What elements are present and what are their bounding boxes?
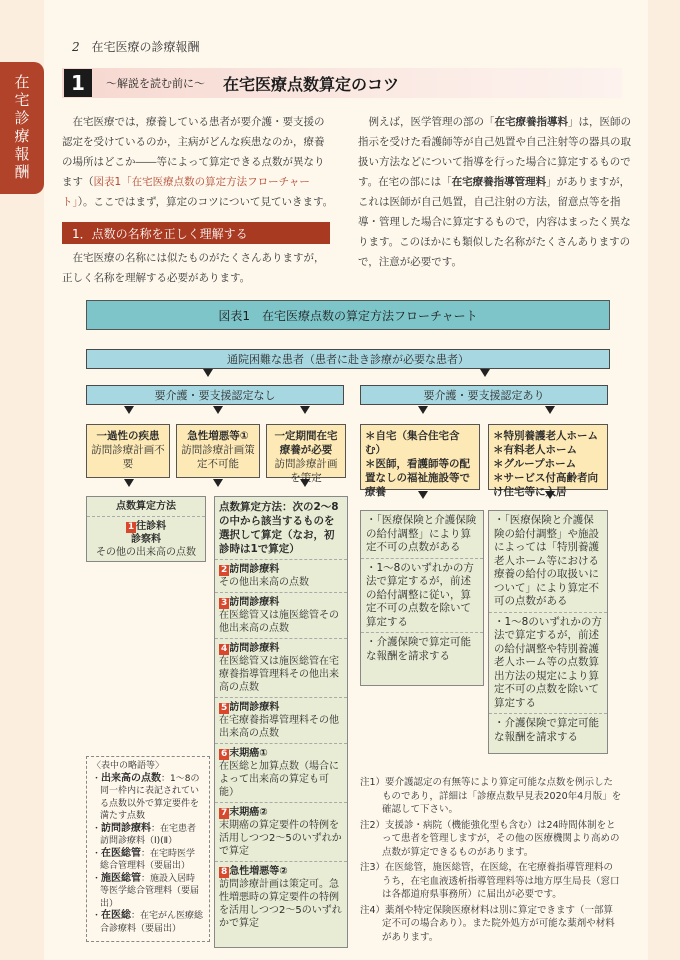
section-title: 在宅医療点数算定のコツ: [223, 74, 400, 94]
name-paragraph: 在宅医療の名称には似たものがたくさんありますが，正しく名称を理解する必要があります。: [62, 252, 325, 284]
legend-item: ・出来高の点数：1〜8の同一枠内に表記されている点数以外で算定要件を満たす点数: [92, 772, 200, 821]
branch-no-care: 要介護・要支援認定なし: [86, 385, 344, 405]
section-number: 1: [64, 69, 92, 97]
arrow-down-icon: [203, 369, 213, 377]
branch-care: 要介護・要支援認定あり: [360, 385, 608, 405]
calc-method-item: 8 急性増悪等② 訪問診療計画は策定可。急性増悪時の算定要件の特例を活用しつつ2〜5のいずれかで算定: [215, 861, 347, 933]
right-margin-stripe: [648, 0, 680, 960]
arrow-down-icon: [124, 406, 134, 414]
page-number: 2: [72, 40, 80, 54]
arrow-down-icon: [300, 479, 310, 487]
figure-notes: 注1）要介護認定の有無等により算定可能な点数を例示したものであり，詳細は「診療点数早見表2020年4月版」を確認して下さい。 注2）支援診・病院（機能強化型も含む）は24時間体制をとって患者を管理しますが，その他の医療機関より高めの点数が算定できるものがあります。 注3）在医総管，施医総管，在医総，在宅療養指導管理料のうち，在宅血液透析指導管理料等は地方厚生局長（窓口は各都道府県事務所）に届出が必要です。 注4）薬剤や特定保険医療材料は別に算定できます（一部算定不可の場合あり）。また院外処方が可能な薬剤や材料があります。: [360, 777, 622, 943]
legend-item: ・在医総管：在宅時医学総合管理料（要届出）: [92, 847, 196, 871]
arrow-down-icon: [545, 491, 555, 499]
calc-method-item: 2 訪問診療料 その他出来高の点数: [215, 559, 347, 592]
arrow-down-icon: [480, 369, 490, 377]
calc-method-item: 7 末期癌② 末期癌の算定要件の特例を活用しつつ2〜5のいずれかで算定: [215, 802, 347, 861]
chapter-tab[interactable]: 在宅診療報酬: [0, 62, 44, 194]
section-title-bar: [62, 68, 622, 98]
arrow-down-icon: [124, 479, 134, 487]
figure-title: 図表1 在宅医療点数の算定方法フローチャート: [86, 300, 610, 330]
arrow-down-icon: [418, 406, 428, 414]
calc-box-plan: 点数算定方法：次の2〜8の中から該当するものを選択して算定（なお，初診時は1で算定） 2 訪問診療料 その他出来高の点数 3 訪問診療料 在医総管又は施医総管その他出来高の点数 4 訪問診療料 在医総管又は施医総管在宅療養指導管理料その他出来高の点数 5 訪問診療料 在宅療養指導管理料その他出来高の点数 6 末期癌① 在医総と加算点数（場合によって出来高の算定も可能） 7 末期癌② 末期癌の算定要件の特例を活用しつつ2〜5のいずれかで算定 8 急性増悪等② 訪問診療計画は策定可。急性増悪時の算定要件の特例を活用しつつ2〜5のいずれかで算定: [214, 496, 348, 948]
abbreviation-legend: 〈表中の略語等〉 ・出来高の点数：1〜8の同一枠内に表記されている点数以外で算定要件を満たす点数 ・訪問診療料：在宅患者訪問診療料（Ⅰ)(Ⅱ） ・在医総管：在宅時医学総合管理料（要届出） ・施医総管：施設入居時等医学総合管理料（要届出） ・在医総：在宅がん医療総合診療料（要届出）: [86, 756, 210, 942]
running-title: 在宅医療の診療報酬: [91, 40, 200, 54]
arrow-down-icon: [418, 491, 428, 499]
legend-item: ・在医総：在宅がん医療総合診療料（要届出）: [92, 910, 204, 934]
intro-paragraph: 在宅医療では，療養している患者が要介護・要支援の認定を受けているのか，主病がどんな疾患なのか，療養の場所はどこか――等によって算定できる点数が異なります（図表1「在宅医療点数の算定方法フローチャート」）。ここではまず，算定のコツについて見ていきます。: [62, 116, 334, 208]
box-facility: ＊特別養護老人ホーム ＊有料老人ホーム ＊グループホーム ＊サービス付高齢者向け住宅等に入居: [488, 424, 608, 490]
calc-box-no-plan: 点数算定方法 1 往診料 診察料 その他の出来高の点数: [86, 496, 206, 562]
figure-reference[interactable]: 図表1「在宅医療点数の算定方法フローチャート」: [62, 176, 310, 208]
arrow-down-icon: [213, 479, 223, 487]
box-long-term-home: 一定期間在宅療養が必要 訪問診療計画を策定: [266, 424, 346, 478]
arrow-down-icon: [213, 406, 223, 414]
calc-box-facility: ・「医療保険と介護保険の給付調整」や施設によっては「特別養護老人ホーム等における療養の給付の取扱いについて」により算定不可の点数がある ・1〜8のいずれかの方法で算定するが，前述の給付調整や特別養護老人ホーム等の点数算出方法の規定により算定不可の点数を除いて算定する ・介護保険で算定可能な報酬を請求する: [488, 510, 608, 754]
flow-top-bar: 通院困難な患者（患者に赴き診療が必要な患者）: [86, 349, 610, 369]
arrow-down-icon: [300, 406, 310, 414]
legend-item: ・施医総管：施設入居時等医学総合管理料（要届出）: [92, 872, 200, 909]
legend-item: ・訪問診療料：在宅患者訪問診療料（Ⅰ)(Ⅱ）: [92, 822, 197, 846]
calc-method-item: 3 訪問診療料 在医総管又は施医総管その他出来高の点数: [215, 592, 347, 638]
box-acute-worsening: 急性増悪等① 訪問診療計画策定不可能: [176, 424, 260, 478]
subheading: 1．点数の名称を正しく理解する: [62, 222, 330, 244]
calc-method-item: 6 末期癌① 在医総と加算点数（場合によって出来高の算定も可能）: [215, 743, 347, 802]
box-transient-illness: 一過性の疾患 訪問診療計画不要: [86, 424, 170, 478]
calc-box-home: ・「医療保険と介護保険の給付調整」により算定不可の点数がある ・1〜8のいずれかの方法で算定するが，前述の給付調整に従い，算定不可の点数を除いて算定する ・介護保険で算定可能な報酬を請求する: [360, 510, 484, 686]
arrow-down-icon: [545, 406, 555, 414]
section-subtitle: 〜解説を読む前に〜: [106, 77, 205, 90]
calc-method-item: 4 訪問診療料 在医総管又は施医総管在宅療養指導管理料その他出来高の点数: [215, 638, 347, 697]
running-header: [72, 38, 199, 55]
calc-method-item: 5 訪問診療料 在宅療養指導管理料その他出来高の点数: [215, 697, 347, 743]
example-paragraph: 例えば，医学管理の部の「在宅療養指導料」は，医師の指示を受けた看護師等が自己処置や自己注射等の器具の取扱い方法などについて指導を行った場合に算定するものです。在宅の部には「在宅療養指導管理料」がありますが，これは医師が自己処置，自己注射の方法，留意点等を指導・管理した場合に算定するもので，内容はまったく異なります。このほかにも類似した名称がたくさんありますので，注意が必要です。: [358, 116, 631, 268]
box-home-care: ＊自宅（集合住宅含む） ＊医師，看護師等の配置なしの福祉施設等で療養: [360, 424, 480, 490]
